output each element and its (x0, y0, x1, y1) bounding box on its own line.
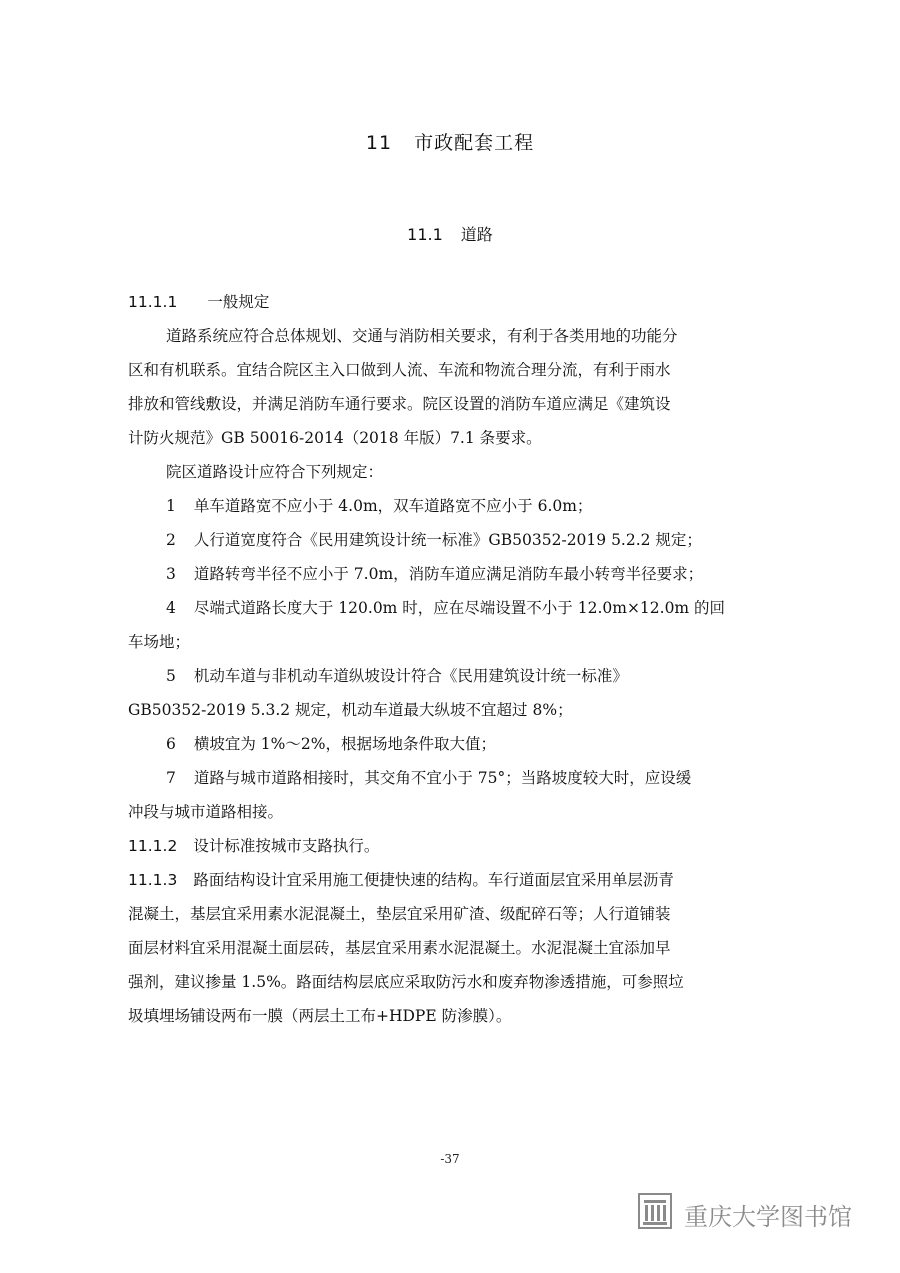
paragraph-line: 区和有机联系。宜结合院区主入口做到人流、车流和物流合理分流，有利于雨水 (128, 361, 671, 379)
paragraph-line: 计防火规范》GB 50016-2014（2018 年版）7.1 条要求。 (128, 429, 542, 447)
list-item-continuation: GB50352-2019 5.3.2 规定，机动车道最大纵坡不宜超过 8%； (128, 701, 573, 719)
paragraph-line: 道路系统应符合总体规划、交通与消防相关要求，有利于各类用地的功能分 (166, 327, 678, 345)
paragraph-line: 面层材料宜采用混凝土面层砖，基层宜采用素水泥混凝土。水泥混凝土宜添加早 (128, 939, 671, 957)
chapter-heading (0, 128, 900, 155)
chapter-title: 市政配套工程 (414, 132, 535, 154)
section-title: 道路 (460, 225, 493, 244)
list-item: 5 机动车道与非机动车道纵坡设计符合《民用建筑设计统一标准》 (166, 667, 628, 685)
list-item: 7 道路与城市道路相接时，其交角不宜小于 75°；当路坡度较大时，应设缓 (166, 769, 692, 787)
chapter-number: 11 (365, 132, 393, 154)
watermark-text: 重庆大学图书馆 (684, 1202, 852, 1231)
clause-11-1-3: 11.1.3 路面结构设计宜采用施工便捷快速的结构。车行道面层宜采用单层沥青 (128, 871, 674, 889)
library-logo-icon (636, 1191, 684, 1237)
list-item: 3 道路转弯半径不应小于 7.0m，消防车道应满足消防车最小转弯半径要求； (166, 565, 704, 583)
list-item-continuation: 冲段与城市道路相接。 (128, 803, 284, 821)
list-item-continuation: 车场地； (128, 633, 191, 651)
paragraph-line: 院区道路设计应符合下列规定： (166, 463, 384, 481)
section-number: 11.1 (407, 225, 443, 244)
paragraph-line: 强剂，建议掺量 1.5%。路面结构层底应采取防污水和废弃物渗透措施，可参照垃 (128, 973, 684, 991)
page-number: -37 (440, 1152, 460, 1166)
paragraph-line: 排放和管线敷设，并满足消防车通行要求。院区设置的消防车道应满足《建筑设 (128, 395, 671, 413)
library-watermark (636, 1190, 852, 1238)
body-text (128, 285, 776, 1033)
list-item: 2 人行道宽度符合《民用建筑设计统一标准》GB50352-2019 5.2.2 规定； (166, 531, 702, 549)
clause-11-1-2: 11.1.2 设计标准按城市支路执行。 (128, 837, 380, 855)
clause-heading: 11.1.1 一般规定 (128, 293, 270, 311)
section-heading (0, 222, 900, 245)
paragraph-line: 圾填埋场铺设两布一膜（两层土工布+HDPE 防渗膜）。 (128, 1007, 512, 1025)
paragraph-line: 混凝土，基层宜采用素水泥混凝土，垫层宜采用矿渣、级配碎石等；人行道铺装 (128, 905, 671, 923)
list-item: 6 横坡宜为 1%～2%，根据场地条件取大值； (166, 735, 496, 753)
list-item: 1 单车道路宽不应小于 4.0m，双车道路宽不应小于 6.0m； (166, 497, 593, 515)
list-item: 4 尽端式道路长度大于 120.0m 时，应在尽端设置不小于 12.0m×12.0m 的回 (166, 599, 726, 617)
